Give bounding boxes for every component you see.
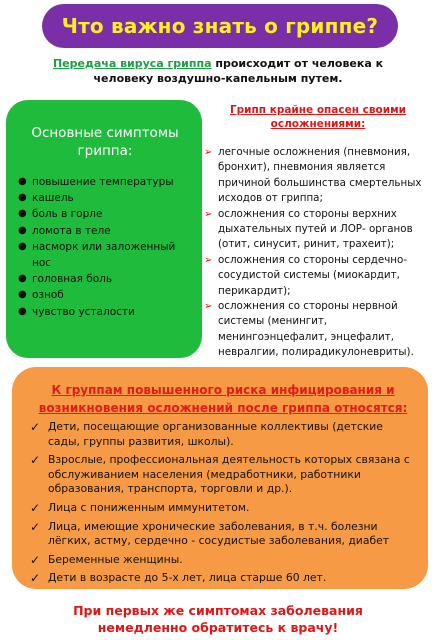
list-item xyxy=(204,253,432,299)
arrow-icon: ➢ xyxy=(204,301,213,313)
arrow-icon: ➢ xyxy=(204,208,213,220)
symptom-text: ломота в теле xyxy=(32,224,111,237)
list-item xyxy=(16,239,194,271)
bullet-icon: ● xyxy=(18,289,27,301)
list-item xyxy=(30,553,416,568)
list-item xyxy=(30,501,416,516)
complications-list xyxy=(204,145,432,361)
complication-text: осложнения со стороны верхних дыхательных путей и ЛОР- органов (отит, синусит, ринит, трахеит); xyxy=(218,207,413,251)
symptom-text: насморк или заложенный нос xyxy=(32,240,176,270)
list-item xyxy=(204,207,432,253)
list-item xyxy=(16,206,194,222)
risk-group-text: Беременные женщины. xyxy=(48,552,183,566)
risk-group-text: Лица с пониженным иммунитетом. xyxy=(48,500,250,514)
list-item xyxy=(30,420,416,449)
intro-text xyxy=(30,56,406,86)
bullet-icon: ● xyxy=(18,240,27,252)
arrow-icon: ➢ xyxy=(204,147,213,158)
page-title: Что важно знать о гриппе? xyxy=(61,14,379,38)
list-item xyxy=(204,299,432,361)
complications-title: Грипп крайне опасен своими осложнениями: xyxy=(229,104,407,130)
list-item xyxy=(16,223,194,239)
bullet-icon: ● xyxy=(18,208,27,220)
arrow-icon: ➢ xyxy=(204,254,213,266)
checkmark-icon: ✓ xyxy=(30,552,41,567)
list-item xyxy=(16,271,194,287)
checkmark-icon: ✓ xyxy=(30,571,41,586)
title-banner xyxy=(42,4,398,48)
list-item xyxy=(30,453,416,497)
list-item xyxy=(16,190,194,206)
bullet-icon: ● xyxy=(18,176,27,187)
symptoms-title: Основные симптомы гриппа: xyxy=(31,125,179,159)
risk-group-text: Лица, имеющие хронические заболевания, в т.ч. болезни лёгких, астму, сердечно - сосудистые заболевания, диабет xyxy=(48,519,390,548)
complication-text: легочные осложнения (пневмония, бронхит), пневмония является причиной большинства смертельных исходов от гриппа; xyxy=(218,146,422,205)
footer-warning: При первых же симптомах заболевания немедленно обратитесь к врачу! xyxy=(73,603,363,635)
symptom-text: озноб xyxy=(32,289,64,302)
list-item xyxy=(30,520,416,549)
risk-groups-box xyxy=(12,367,428,589)
checkmark-icon: ✓ xyxy=(30,519,41,534)
symptoms-list xyxy=(16,174,194,320)
risk-group-text: Взрослые, профессиональная деятельность которых связана с обслуживанием населения (медработники, работники образования, транспорта, торговли и др.). xyxy=(48,453,410,496)
symptom-text: головная боль xyxy=(32,273,113,286)
list-item xyxy=(204,145,432,207)
intro-link-text: Передача вируса гриппа xyxy=(52,57,212,70)
list-item xyxy=(16,287,194,303)
checkmark-icon: ✓ xyxy=(30,500,41,515)
risk-group-text: Дети в возрасте до 5-х лет, лица старше 60 лет. xyxy=(48,571,327,585)
intro-rest-text: происходит от человека к человеку воздушно-капельным путем. xyxy=(93,57,384,85)
symptom-text: кашель xyxy=(32,192,74,205)
checkmark-icon: ✓ xyxy=(30,420,41,434)
complication-text: осложнения со стороны сердечно-сосудистой системы (миокардит, перикардит); xyxy=(218,253,408,297)
checkmark-icon: ✓ xyxy=(30,453,41,468)
symptoms-box xyxy=(6,100,202,358)
risk-groups-title: К группам повышенного риска инфицирования и возникновения осложнений после гриппа относятся: xyxy=(38,383,408,415)
bullet-icon: ● xyxy=(18,305,27,317)
bullet-icon: ● xyxy=(18,224,27,236)
complications-section xyxy=(204,103,432,361)
symptom-text: повышение температуры xyxy=(32,176,174,188)
list-item xyxy=(30,571,416,586)
symptom-text: чувство усталости xyxy=(32,305,135,318)
list-item xyxy=(16,304,194,320)
symptom-text: боль в горле xyxy=(32,208,103,221)
bullet-icon: ● xyxy=(18,192,27,204)
risk-group-text: Дети, посещающие организованные коллективы (детские сады, группы развития, школы). xyxy=(48,420,383,448)
risk-groups-list xyxy=(30,420,416,586)
complication-text: осложнения со стороны нервной системы (менингит, менингоэнцефалит, энцефалит, невралгии, полирадикулоневриты). xyxy=(218,300,414,359)
bullet-icon: ● xyxy=(18,273,27,285)
list-item xyxy=(16,174,194,190)
